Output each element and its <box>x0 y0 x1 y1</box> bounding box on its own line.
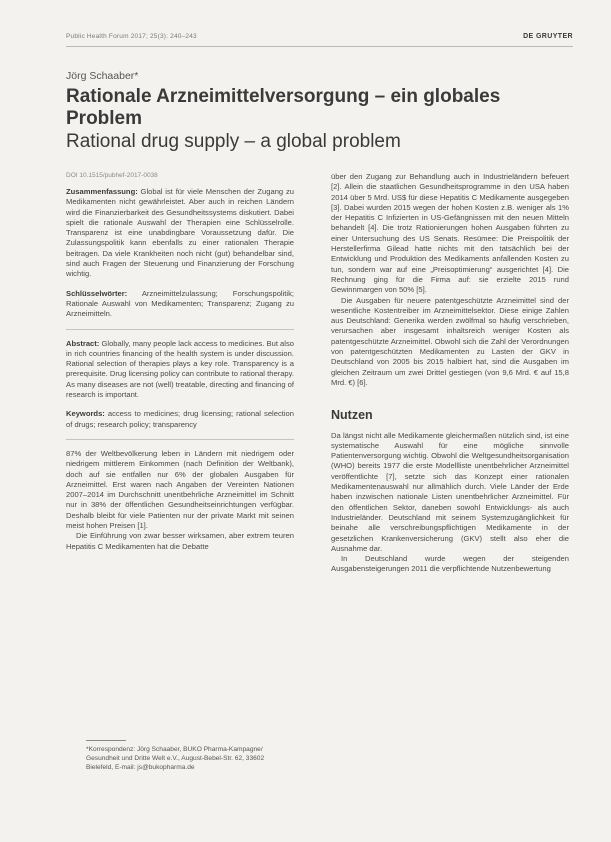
body-paragraph: In Deutschland wurde wegen der steigenden Ausgabensteigerungen 2011 die verpflichtende Nutzenbewertung <box>331 554 569 574</box>
left-column <box>66 187 294 552</box>
running-header <box>66 33 573 45</box>
keywords-label: Keywords: <box>66 409 105 419</box>
correspondence-footnote: *Korrespondenz: Jörg Schaaber, BUKO Pharma-Kampagne/ Gesundheit und Dritte Welt e.V., August-Bebel-Str. 62, 33602 Bielefeld, E-mail: js@bukopharma.de <box>86 746 265 771</box>
doi-line: DOI 10.1515/pubhef-2017-0038 <box>66 172 158 179</box>
author-name: Jörg Schaaber* <box>66 70 139 82</box>
zusammenfassung-text: Global ist für viele Menschen der Zugang zu Medikamenten nicht gewährleistet. Aber auch in reichen Ländern wird die Finanzierbarkeit des Gesundheitssystems diskutiert. Dabei spielt die rationale Auswahl der Therapien eine Schlüsselrolle. Transparenz ist eine unabdingbare Voraussetzung dafür. Die Zulassungspolitik kann ebenfalls zu einer rationalen Therapie beitragen. Da viele Krankheiten noch nicht (gut) behandelbar sind, sind auch Fragen der Steuerung und Finanzierung der Forschung wichtig. <box>66 187 294 279</box>
abstract-text: Globally, many people lack access to medicines. But also in rich countries financing of the health system is under discussion. Rational selection of therapies plays a key role. Transparency is a prerequisite. Drug licensing policy can contribute to rational therapy. As many diseases are not (well) treatable, directing and financing of research is important. <box>66 338 294 400</box>
schluesselwoerter-label: Schlüsselwörter: <box>66 288 128 298</box>
keywords-text: access to medicines; drug licensing; rational selection of drugs; research policy; transparency <box>66 409 294 429</box>
body-paragraph: Die Ausgaben für neuere patentgeschützte Arzneimittel sind der wesentliche Kostentreiber im Arzneimittelsektor. Diese einige Zahlen aus Deutschland: Generika werden zwölfmal so häufig verschrieben, verursachen aber insgesamt inhaltsreich weniger Kosten als patentgeschützte Arzneimittel. Obwohl sich die Zahl der Verordnungen von patentgeschützten Medikamenten zu Lasten der GKV in Deutschland von 2005 bis 2015 halbiert hat, sind die Ausgaben im gleichen Zeitraum um zwei Drittel gestiegen (von 9,6 Mrd. € auf 15,8 Mrd. €) [6]. <box>331 295 569 387</box>
section-divider <box>66 439 294 440</box>
publisher-logo: DE GRUYTER <box>523 33 573 40</box>
keywords <box>66 409 294 430</box>
schluesselwoerter-text: Arzneimittelzulassung; Forschungspolitik; Rationale Auswahl von Medikamenten; Transparenz; Zugang zu Arzneimitteln. <box>66 288 294 319</box>
schluesselwoerter <box>66 289 294 320</box>
right-column <box>331 172 569 575</box>
body-paragraph: Da längst nicht alle Medikamente gleichermaßen nützlich sind, ist eine systematische Auswahl für eine mögliche sinnvolle Patientenversorgung wichtig. Obwohl die Weltgesundheitsorganisation (WHO) bereits 1977 die erste Modellliste unentbehrlicher Arzneimittel veröffentlichte [7], setzte sich das Konzept einer rationalen Medikamentenauswahl nur allmählich durch. Viele Länder der Erde haben inzwischen nationale Listen unentbehrlicher Arzneimittel. Für den öffentlichen Sektor, daneben sowohl Entwicklungs- als auch Industrieländer. Deutschland mit seinem Systemzugänglichkeit für beinahe alle verschreibungspflichtigen Medikamente in der gesetzlichen Krankenversicherung (GKV) stellt also eher die Ausnahme dar. <box>331 430 569 553</box>
abstract-label: Abstract: <box>66 338 100 348</box>
zusammenfassung <box>66 187 294 280</box>
body-paragraph: Die Einführung von zwar besser wirksamen, aber extrem teuren Hepatitis C Medikamenten hat die Debatte <box>66 531 294 551</box>
body-paragraph: über den Zugang zur Behandlung auch in Industrieländern befeuert [2]. Allein die staatlichen Gesundheitsprogramme in den USA haben 2014 über 5 Mrd. US$ für diese Hepatitis C Medikamente ausgegeben [3]. Dabei wurden 2015 wegen der hohen Kosten z.B. weniger als 1% der Hepatitis C Infizierten in US-Gefängnissen mit den neuen Mitteln behandelt [4]. Die trotz Rationierungen hohen Ausgaben führten zu einer Untersuchung des US Senats. Resümee: Die Preispolitik der Herstellerfirma Gilead hatte nichts mit den tatsächlich bei der Entwicklung und Produktion des Medikaments anfallenden Kosten zu tun, sondern war auf eine „Preisoptimierung“ ausgerichtet [4]. Die Rechnung ging für die Firma auf: sie erzielte 2015 rund Gewinnmargen von 50% [5]. <box>331 172 569 295</box>
zusammenfassung-label: Zusammenfassung: <box>66 187 138 196</box>
header-divider <box>66 46 573 47</box>
journal-citation: Public Health Forum 2017; 25(3): 240–243 <box>66 33 197 40</box>
title-english: Rational drug supply – a global problem <box>66 131 401 152</box>
title-german: Rationale Arzneimittelversorgung – ein globales Problem <box>66 86 501 129</box>
footnote-divider <box>86 740 126 741</box>
abstract <box>66 339 294 401</box>
section-heading-nutzen: Nutzen <box>331 408 373 423</box>
section-divider <box>66 329 294 330</box>
body-paragraph: 87% der Weltbevölkerung leben in Ländern mit niedrigem oder niedrigem mittlerem Einkommen (nach Definition der Weltbank), doch auf sie entfallen nur 6% der globalen Ausgaben für Arzneimittel. Erst waren nach Angaben der Vereinten Nationen 2007–2014 im Durchschnitt unentbehrliche Arzneimittel im Schnitt nur in 38% der öffentlichen Gesundheitseinrichtungen verfügbar. Deshalb bleibt für viele Patienten nur der private Markt mit seinen meist hohen Preisen [1]. <box>66 448 294 531</box>
